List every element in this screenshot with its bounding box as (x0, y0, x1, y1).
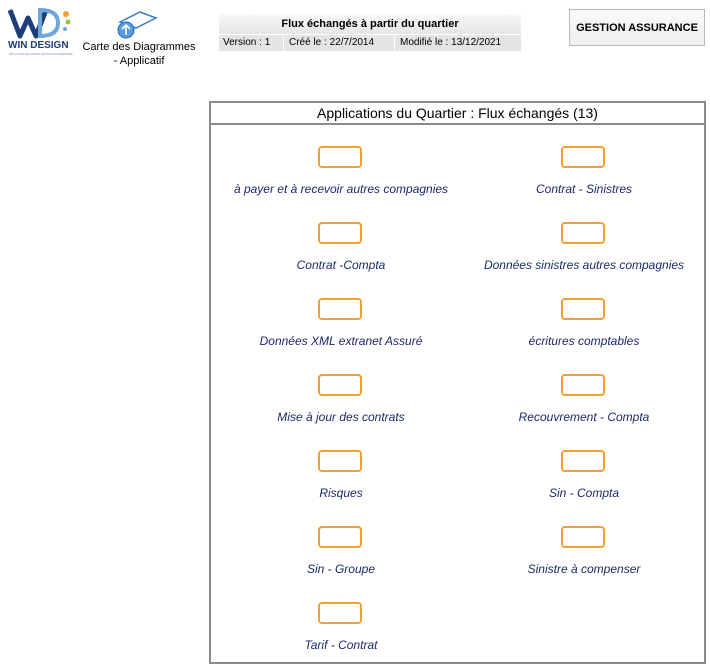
panel-title: Applications du Quartier : Flux échangés (13) (211, 103, 704, 125)
flows-panel (209, 101, 706, 664)
flow-label: Contrat - Sinistres (535, 182, 633, 196)
diagram-created: Créé le : 22/7/2014 (289, 37, 375, 48)
flow-label: Risques (319, 486, 363, 500)
meta-divider (394, 36, 395, 50)
flow-label: Sin - Compta (548, 486, 620, 500)
flow-box-icon (318, 602, 362, 624)
diagram-map-icon (114, 10, 158, 42)
flow-box-icon (561, 146, 605, 168)
flow-box-icon (561, 298, 605, 320)
flow-label: Tarif - Contrat (304, 638, 378, 652)
flow-item[interactable] (464, 450, 704, 512)
flow-item[interactable] (221, 526, 461, 588)
flow-item[interactable] (221, 298, 461, 360)
flow-label: Sin - Groupe (306, 562, 376, 576)
flow-item[interactable] (464, 146, 704, 208)
windesign-logo-mark (6, 4, 74, 44)
flow-box-icon (561, 450, 605, 472)
flow-item[interactable] (221, 450, 461, 512)
flow-label: écritures comptables (528, 334, 640, 348)
diagram-map-label (80, 40, 198, 68)
meta-divider (283, 36, 284, 50)
flow-box-icon (561, 526, 605, 548)
flow-item[interactable] (464, 526, 704, 588)
diagram-meta (219, 35, 521, 51)
flow-label: Sinistre à compenser (527, 562, 641, 576)
flow-box-icon (318, 526, 362, 548)
flow-label: Mise à jour des contrats (277, 410, 405, 424)
logo-text: WIN DESIGN (8, 40, 69, 51)
windesign-logo (6, 4, 74, 56)
diagram-modified: Modifié le : 13/12/2021 (400, 37, 502, 48)
flow-box-icon (318, 298, 362, 320)
flow-item[interactable] (221, 222, 461, 284)
flow-box-icon (561, 222, 605, 244)
diagram-map-label-line1: Carte des Diagrammes (82, 41, 196, 53)
flow-label: Données XML extranet Assuré (259, 334, 423, 348)
flow-item[interactable] (464, 298, 704, 360)
flow-label: à payer et à recevoir autres compagnies (233, 182, 449, 196)
company-button[interactable]: GESTION ASSURANCE (569, 9, 705, 46)
flow-label: Contrat -Compta (296, 258, 386, 272)
flow-box-icon (318, 374, 362, 396)
diagram-info-box (219, 14, 521, 52)
logo-tagline: SOLUTION DE MODELISATION ENTREPRISE (9, 52, 73, 56)
flow-item[interactable] (221, 374, 461, 436)
flow-item[interactable] (464, 222, 704, 284)
diagram-map-label-line2: - Applicatif (113, 55, 165, 67)
flow-item[interactable] (221, 146, 461, 208)
flow-label: Recouvrement - Compta (518, 410, 650, 424)
flow-box-icon (318, 222, 362, 244)
flow-item[interactable] (464, 374, 704, 436)
flow-box-icon (318, 146, 362, 168)
diagram-version: Version : 1 (223, 37, 271, 48)
diagram-title: Flux échangés à partir du quartier (219, 14, 521, 34)
flow-label: Données sinistres autres compagnies (483, 258, 685, 272)
diagram-map-link[interactable] (80, 10, 198, 70)
flow-item[interactable] (221, 602, 461, 664)
flow-box-icon (561, 374, 605, 396)
flow-box-icon (318, 450, 362, 472)
